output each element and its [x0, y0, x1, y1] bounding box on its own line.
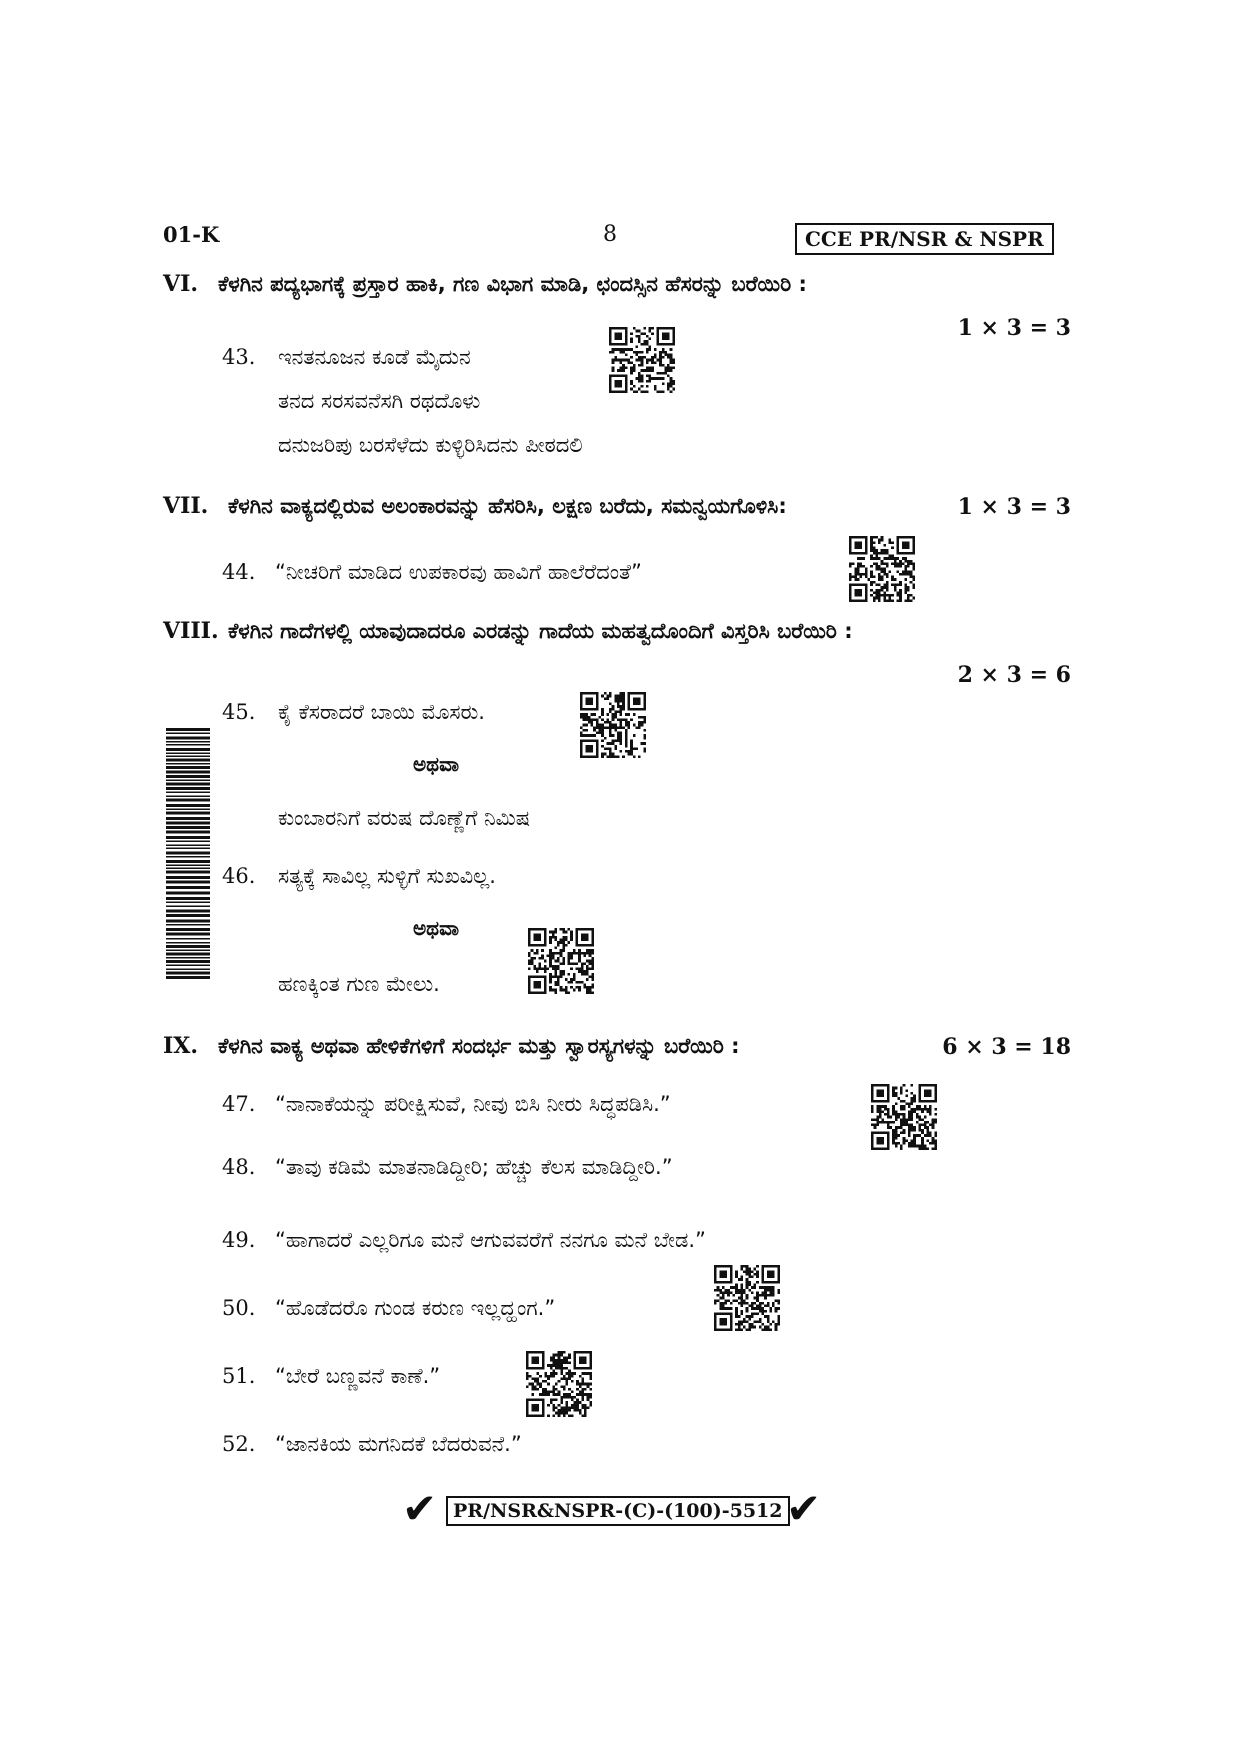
q45-text: ಕೈ ಕೆಸರಾದರೆ ಬಾಯಿ ಮೊಸರು. [278, 700, 485, 724]
q51-number: 51. [222, 1364, 256, 1388]
qr-code-icon[interactable] [714, 1265, 780, 1331]
q45-or: ಅಥವಾ [413, 752, 459, 776]
qr-code-icon[interactable] [526, 1351, 592, 1417]
check-mark-icon: ✔ [786, 1484, 822, 1533]
q48-number: 48. [222, 1155, 256, 1179]
section-vi-number: VI. [163, 271, 199, 297]
section-vii-number: VII. [163, 493, 209, 519]
q45-number: 45. [222, 700, 256, 724]
q43-line-3: ದನುಜರಿಪು ಬರಸೆಳೆದು ಕುಳ್ಳಿರಿಸಿದನು ಪೀಠದಲಿ [278, 433, 583, 457]
section-ix-marks: 6 × 3 = 18 [942, 1034, 1071, 1060]
q43-line-1: ಇನತನೂಜನ ಕೂಡೆ ಮೈದುನ [278, 345, 471, 369]
qr-code-icon[interactable] [609, 327, 675, 393]
section-vii-instruction: ಕೆಳಗಿನ ವಾಕ್ಯದಲ್ಲಿರುವ ಅಲಂಕಾರವನ್ನು ಹೆಸರಿಸಿ, ಲಕ್ಷಣ ಬರೆದು, ಸಮನ್ವಯಗೊಳಿಸಿ: [228, 494, 787, 518]
q46-or: ಅಥವಾ [413, 916, 459, 940]
section-viii-number: VIII. [163, 618, 219, 644]
exam-tag: CCE PR/NSR & NSPR [795, 223, 1054, 255]
q43-line-2: ತನದ ಸರಸವನೆಸಗಿ ರಥದೊಳು [278, 389, 481, 413]
q49-text: “ಹಾಗಾದರೆ ಎಲ್ಲರಿಗೂ ಮನೆ ಆಗುವವರೆಗೆ ನನಗೂ ಮನೆ ಬೇಡ.” [275, 1228, 706, 1252]
q47-text: “ನಾನಾಕೆಯನ್ನು ಪರೀಕ್ಷಿಸುವೆ, ನೀವು ಬಿಸಿ ನೀರು ಸಿದ್ಧಪಡಿಸಿ.” [275, 1092, 671, 1116]
q49-number: 49. [222, 1228, 256, 1252]
barcode-icon [166, 728, 210, 980]
q51-text: “ಬೇರೆ ಬಣ್ಣವನೆ ಕಾಣೆ.” [275, 1364, 441, 1388]
page-number: 8 [603, 222, 617, 247]
q50-text: “ಹೊಡೆದರೊ ಗುಂಡ ಕರುಣ ಇಲ್ಲದ್ಹಂಗ.” [275, 1296, 556, 1320]
section-viii-marks: 2 × 3 = 6 [957, 662, 1071, 688]
qr-code-icon[interactable] [871, 1084, 937, 1150]
section-ix-number: IX. [163, 1033, 199, 1059]
q46-text: ಸತ್ಯಕ್ಕೆ ಸಾವಿಲ್ಲ ಸುಳ್ಳಿಗೆ ಸುಖವಿಲ್ಲ. [278, 864, 496, 888]
qr-code-icon[interactable] [580, 692, 646, 758]
q52-text: “ಜಾನಕಿಯ ಮಗನಿದಕೆ ಬೆದರುವನೆ.” [275, 1432, 522, 1456]
q44-text: “ನೀಚರಿಗೆ ಮಾಡಿದ ಉಪಕಾರವು ಹಾವಿಗೆ ಹಾಲೆರೆದಂತೆ” [275, 560, 642, 584]
q46-alternative: ಹಣಕ್ಕಿಂತ ಗುಣ ಮೇಲು. [278, 972, 440, 996]
q48-text: “ತಾವು ಕಡಿಮೆ ಮಾತನಾಡಿದ್ದೀರಿ; ಹೆಚ್ಚು ಕೆಲಸ ಮಾಡಿದ್ದೀರಿ.” [275, 1155, 673, 1179]
q43-number: 43. [222, 345, 256, 369]
section-ix-instruction: ಕೆಳಗಿನ ವಾಕ್ಯ ಅಥವಾ ಹೇಳಿಕೆಗಳಿಗೆ ಸಂದರ್ಭ ಮತ್ತು ಸ್ವಾರಸ್ಯಗಳನ್ನು ಬರೆಯಿರಿ : [218, 1034, 740, 1058]
q47-number: 47. [222, 1092, 256, 1116]
q50-number: 50. [222, 1296, 256, 1320]
qr-code-icon[interactable] [849, 536, 915, 602]
q44-number: 44. [222, 560, 256, 584]
section-viii-instruction: ಕೆಳಗಿನ ಗಾದೆಗಳಲ್ಲಿ ಯಾವುದಾದರೂ ಎರಡನ್ನು ಗಾದೆಯ ಮಹತ್ವದೊಂದಿಗೆ ವಿಸ್ತರಿಸಿ ಬರೆಯಿರಿ : [228, 619, 853, 643]
check-mark-icon: ✔ [402, 1484, 438, 1533]
q52-number: 52. [222, 1432, 256, 1456]
q45-alternative: ಕುಂಬಾರನಿಗೆ ವರುಷ ದೊಣ್ಣೆಗೆ ನಿಮಿಷ [278, 806, 531, 830]
section-vi-marks: 1 × 3 = 3 [957, 315, 1071, 341]
section-vii-marks: 1 × 3 = 3 [957, 494, 1071, 520]
section-vi-instruction: ಕೆಳಗಿನ ಪದ್ಯಭಾಗಕ್ಕೆ ಪ್ರಸ್ತಾರ ಹಾಕಿ, ಗಣ ವಿಭಾಗ ಮಾಡಿ, ಛಂದಸ್ಸಿನ ಹೆಸರನ್ನು ಬರೆಯಿರಿ : [218, 272, 807, 296]
paper-code: 01-K [163, 222, 220, 247]
q46-number: 46. [222, 864, 256, 888]
footer-code: PR/NSR&NSPR-(C)-(100)-5512 [446, 1496, 790, 1526]
qr-code-icon[interactable] [528, 928, 594, 994]
